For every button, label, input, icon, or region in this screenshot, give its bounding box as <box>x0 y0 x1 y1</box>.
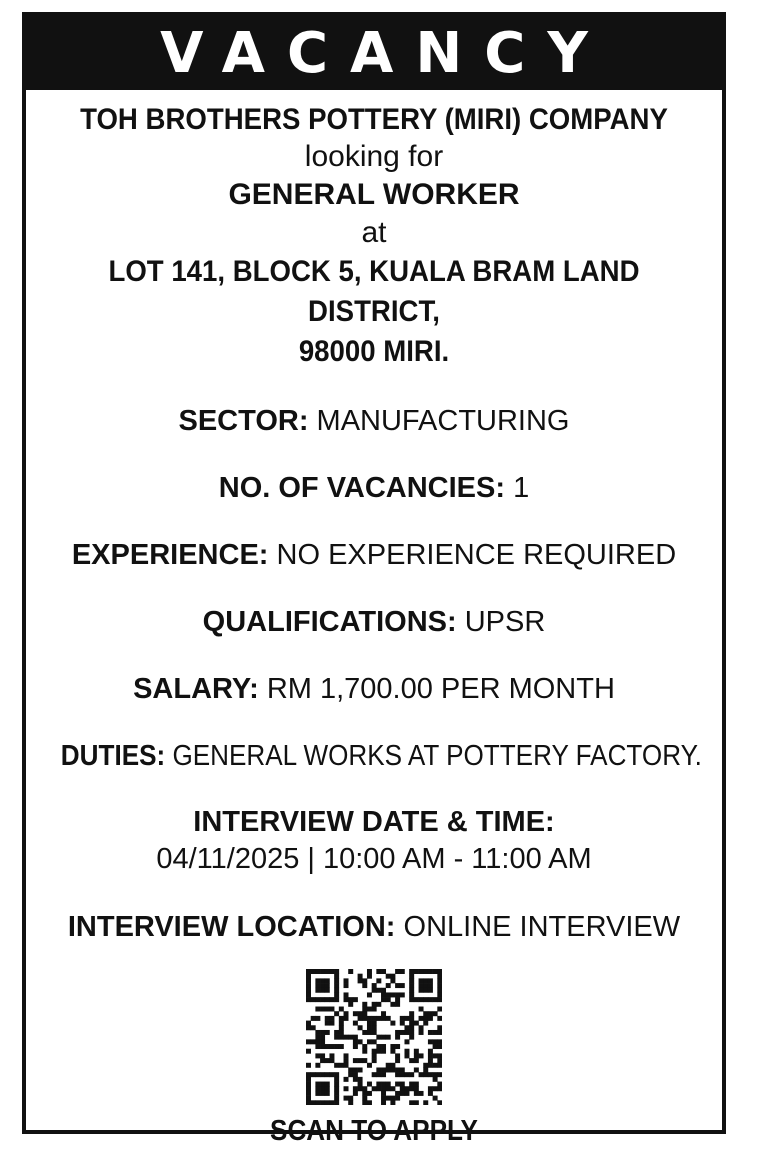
experience-label: EXPERIENCE: <box>71 539 269 571</box>
qualifications-row <box>26 604 722 640</box>
interview-location-value: ONLINE INTERVIEW <box>403 911 681 943</box>
scan-to-apply-caption: SCAN TO APPLY <box>270 1115 478 1147</box>
salary-row <box>26 671 722 707</box>
sector-row <box>26 403 722 439</box>
interview-datetime-label: INTERVIEW DATE & TIME: <box>193 806 555 838</box>
interview-datetime-value: 04/11/2025 | 10:00 AM - 11:00 AM <box>156 843 592 875</box>
vacancies-value: 1 <box>513 472 530 504</box>
experience-value: NO EXPERIENCE REQUIRED <box>276 539 677 571</box>
sector-value: MANUFACTURING <box>316 405 570 437</box>
banner-title: VACANCY <box>160 20 610 86</box>
duties-row <box>60 738 702 774</box>
duties-value: GENERAL WORKS AT POTTERY FACTORY. <box>172 740 702 772</box>
qualifications-label: QUALIFICATIONS: <box>202 606 457 638</box>
vacancy-banner <box>26 16 722 90</box>
experience-row <box>26 537 722 573</box>
duties-label: DUTIES: <box>60 740 166 772</box>
looking-for-text: looking for <box>304 140 444 173</box>
sector-label: SECTOR: <box>178 405 309 437</box>
company-name: TOH BROTHERS POTTERY (MIRI) COMPANY <box>80 103 668 136</box>
vacancy-advertisement <box>22 12 726 1147</box>
vacancies-label: NO. OF VACANCIES: <box>218 472 506 504</box>
address-line-2: 98000 MIRI. <box>298 335 450 368</box>
ad-content <box>26 102 722 1149</box>
interview-location-row <box>26 909 722 945</box>
qualifications-value: UPSR <box>464 606 546 638</box>
salary-value: RM 1,700.00 PER MONTH <box>266 673 615 705</box>
at-text: at <box>361 216 387 249</box>
salary-label: SALARY: <box>133 673 259 705</box>
address-line-1: LOT 141, BLOCK 5, KUALA BRAM LAND DISTRICT, <box>108 255 640 328</box>
vacancies-row <box>26 470 722 506</box>
interview-location-label: INTERVIEW LOCATION: <box>67 911 396 943</box>
qr-code-icon[interactable] <box>306 969 442 1105</box>
position-title: GENERAL WORKER <box>228 178 520 211</box>
